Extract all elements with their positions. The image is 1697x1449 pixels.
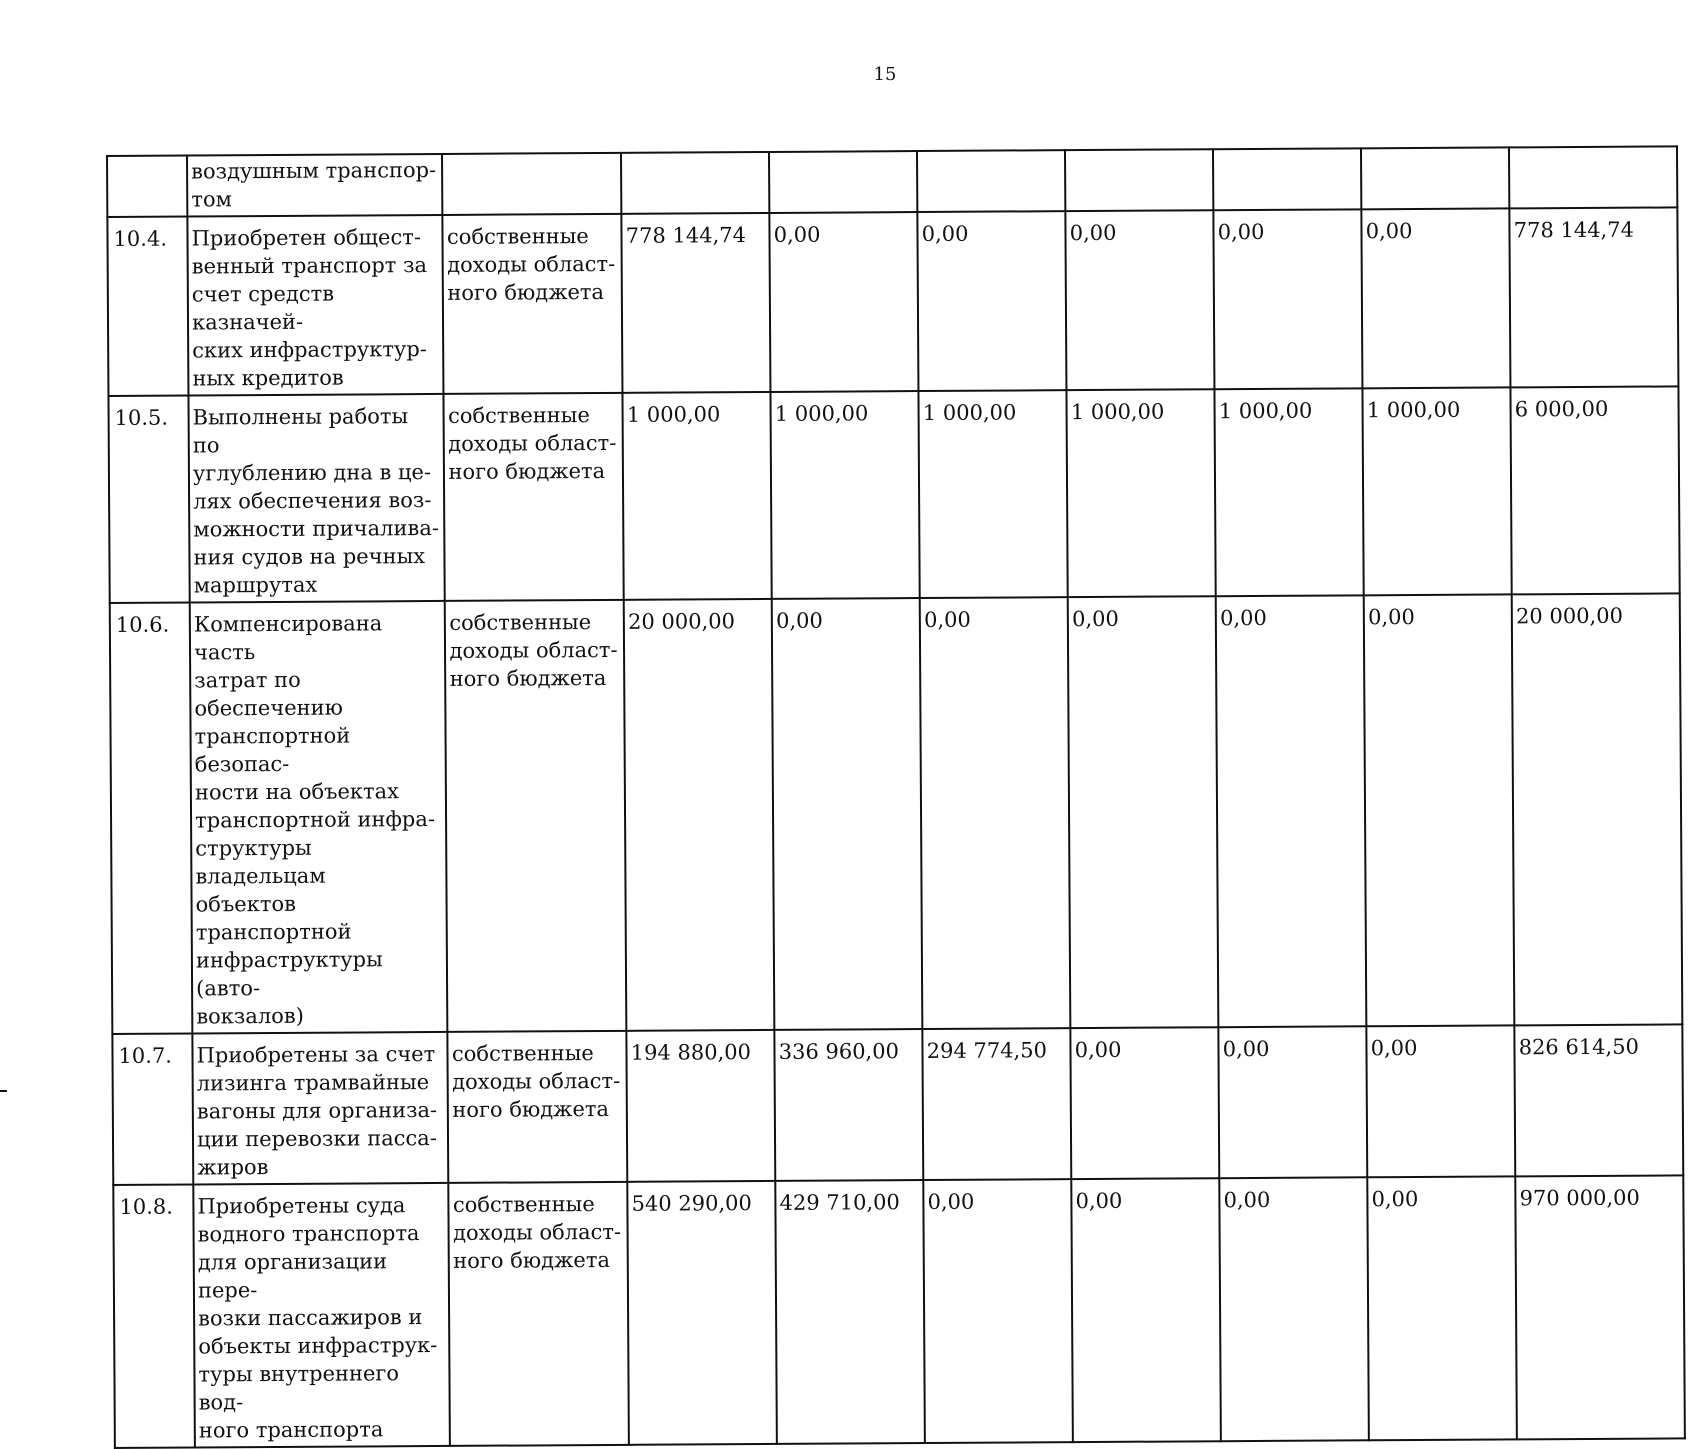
value-cell	[621, 152, 769, 214]
value-cell: 0,00	[1367, 1025, 1516, 1177]
value-cell: 0,00	[1216, 595, 1367, 1027]
budget-table	[106, 145, 1686, 1449]
total-cell: 6 000,00	[1511, 386, 1680, 594]
value-cell: 1 000,00	[1067, 389, 1216, 597]
funding-source-cell	[442, 153, 621, 215]
table-row	[113, 1175, 1685, 1448]
value-cell: 0,00	[1068, 596, 1219, 1028]
value-cell: 0,00	[1071, 1027, 1220, 1179]
page-number: 15	[873, 64, 897, 85]
value-cell: 0,00	[1219, 1026, 1368, 1178]
row-number-cell: 10.8.	[113, 1184, 195, 1447]
value-cell: 194 880,00	[627, 1030, 776, 1182]
value-cell: 0,00	[1364, 594, 1515, 1026]
funding-source-cell: собственные доходы област- ного бюджета	[449, 1182, 629, 1446]
table-row	[110, 593, 1683, 1034]
value-cell: 0,00	[920, 597, 1071, 1029]
table-row	[112, 1024, 1683, 1185]
value-cell: 1 000,00	[919, 390, 1068, 598]
value-cell: 336 960,00	[775, 1029, 924, 1181]
table-row	[107, 207, 1678, 396]
value-cell: 294 774,50	[923, 1028, 1072, 1180]
total-cell: 826 614,50	[1515, 1024, 1684, 1176]
value-cell	[917, 150, 1065, 212]
row-number-cell: 10.6.	[110, 602, 193, 1033]
value-cell: 0,00	[923, 1179, 1073, 1443]
value-cell: 540 290,00	[627, 1181, 777, 1445]
table-row	[108, 386, 1679, 603]
value-cell	[1065, 149, 1213, 211]
value-cell: 0,00	[1362, 208, 1511, 388]
value-cell	[1361, 147, 1509, 209]
value-cell	[769, 151, 917, 213]
description-cell: воздушным транспор- том	[187, 154, 443, 217]
value-cell: 1 000,00	[1215, 388, 1364, 596]
value-cell: 0,00	[772, 598, 923, 1030]
funding-source-cell: собственные доходы област- ного бюджета	[445, 600, 626, 1032]
funding-source-cell: собственные доходы област- ного бюджета	[444, 393, 624, 601]
total-cell: 20 000,00	[1512, 593, 1682, 1025]
total-cell: 778 144,74	[1510, 207, 1679, 387]
margin-mark	[0, 1090, 7, 1092]
description-cell: Приобретены за счет лизинга трамвайные вагоны для организа- ции перевозки пасса- жиров	[192, 1032, 448, 1185]
value-cell: 20 000,00	[624, 599, 775, 1031]
row-number-cell: 10.5.	[108, 396, 189, 603]
row-number-cell: 10.4.	[107, 217, 188, 396]
row-number-cell	[107, 156, 187, 217]
value-cell: 778 144,74	[622, 213, 771, 393]
funding-source-cell: собственные доходы област- ного бюджета	[443, 214, 623, 394]
description-cell: Приобретен общест- венный транспорт за счет средств казначей- ских инфраструктур- ных кредитов	[187, 215, 444, 396]
value-cell: 0,00	[1066, 210, 1215, 390]
value-cell: 1 000,00	[623, 392, 772, 600]
value-cell: 429 710,00	[775, 1180, 925, 1444]
description-cell: Приобретены суда водного транспорта для организации пере- возки пассажиров и объекты инфраструк- туры внутреннего вод- ного транспорта	[193, 1183, 450, 1448]
value-cell: 0,00	[1071, 1178, 1221, 1442]
value-cell: 0,00	[1367, 1176, 1517, 1440]
table-row	[107, 146, 1677, 217]
description-cell: Компенсирована часть затрат по обеспечению транспортной безопас- ности на объектах транспортной инфра- структуры владельцам объектов транспортной инфраструктуры (авто- вокзалов)	[190, 601, 448, 1034]
value-cell: 1 000,00	[771, 391, 920, 599]
value-cell: 0,00	[918, 211, 1067, 391]
value-cell: 0,00	[1214, 209, 1363, 389]
value-cell: 0,00	[770, 212, 919, 392]
total-cell: 970 000,00	[1515, 1175, 1684, 1439]
description-cell: Выполнены работы по углублению дна в це- лях обеспечения воз- можности причалива- ния судов на речных маршрутах	[189, 394, 446, 603]
total-cell	[1509, 146, 1677, 208]
value-cell	[1213, 148, 1361, 210]
row-number-cell: 10.7.	[112, 1033, 193, 1184]
funding-source-cell: собственные доходы област- ного бюджета	[448, 1031, 628, 1183]
value-cell: 1 000,00	[1363, 387, 1512, 595]
value-cell: 0,00	[1219, 1177, 1369, 1441]
